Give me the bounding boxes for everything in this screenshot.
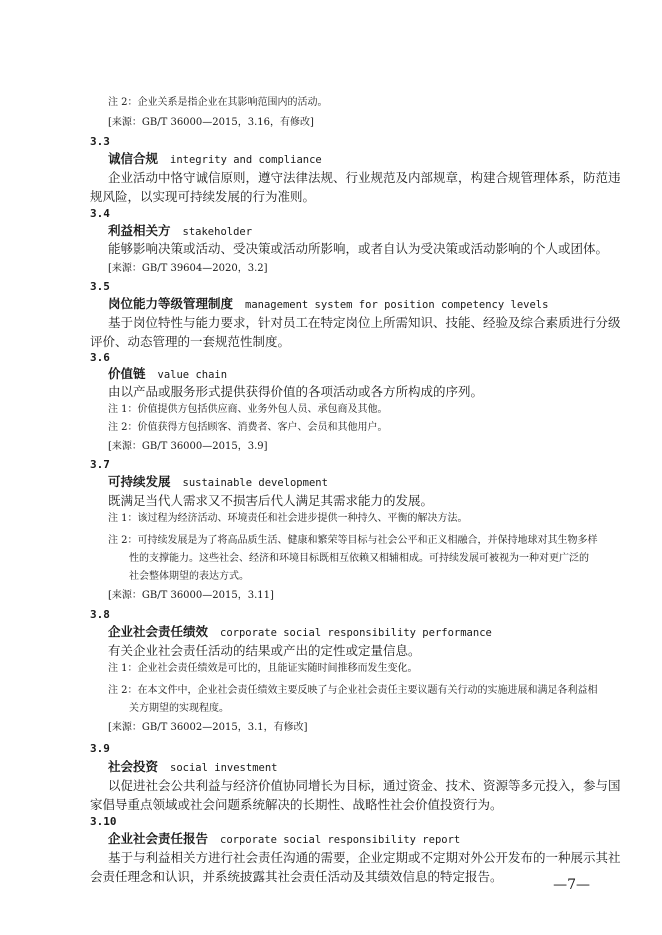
source-citation: [来源：GB/T 36002—2015，3.1，有修改] xyxy=(108,722,308,733)
definition: 会责任理念和认识，并系统披露其社会责任活动及其绩效信息的特定报告。 xyxy=(90,869,503,884)
note: 关方期望的实现程度。 xyxy=(129,703,229,714)
definition: 家倡导重点领域或社会问题系统解决的长期性、战略性社会价值投资行为。 xyxy=(90,797,503,812)
page-number: —7— xyxy=(553,877,590,893)
definition: 企业活动中恪守诚信原则，遵守法律法规、行业规范及内部规章，构建合规管理体系，防范违 xyxy=(108,170,621,185)
note: 注 1：价值提供方包括供应商、业务外包人员、承包商及其他。 xyxy=(108,404,388,415)
term-en: stakeholder xyxy=(182,226,253,238)
term-zh: 企业社会责任绩效 xyxy=(108,624,209,639)
note: 注 2：价值获得方包括顾客、消费者、客户、会员和其他用户。 xyxy=(108,422,388,433)
term-heading xyxy=(108,757,277,778)
term-zh: 社会投资 xyxy=(108,759,159,774)
term-en: value chain xyxy=(157,369,228,381)
term-en: integrity and compliance xyxy=(170,154,322,166)
clause-number: 3.3 xyxy=(90,135,110,148)
definition: 以促进社会公共利益与经济价值协同增长为目标，通过资金、技术、资源等多元投入，参与国 xyxy=(108,778,621,793)
term-zh: 岗位能力等级管理制度 xyxy=(108,296,234,311)
term-zh: 企业社会责任报告 xyxy=(108,831,209,846)
definition: 基于与利益相关方进行社会责任沟通的需要，企业定期或不定期对外公开发布的一种展示其社 xyxy=(108,850,621,865)
note: 注 2：可持续发展是为了将高品质生活、健康和繁荣等目标与社会公平和正义相融合，并保持地球对其生物多样 xyxy=(108,535,598,546)
term-en: sustainable development xyxy=(182,477,328,489)
clause-number: 3.5 xyxy=(90,280,110,293)
term-zh: 利益相关方 xyxy=(108,223,171,238)
term-heading xyxy=(108,472,328,493)
term-en: corporate social responsibility performance xyxy=(220,627,492,639)
note: 注 1：企业社会责任绩效是可比的，且能证实随时间推移而发生变化。 xyxy=(108,663,418,674)
source-citation: [来源：GB/T 36000—2015，3.11] xyxy=(108,590,274,601)
clause-number: 3.10 xyxy=(90,815,117,828)
clause-number: 3.9 xyxy=(90,742,110,755)
clause-number: 3.4 xyxy=(90,207,110,220)
note: 注 1：该过程为经济活动、环境责任和社会进步提供一种持久、平衡的解决方法。 xyxy=(108,513,468,524)
term-heading xyxy=(108,149,322,170)
note: 注 2：在本文件中，企业社会责任绩效主要反映了与企业社会责任主要议题有关行动的实施进展和满足各利益相 xyxy=(108,685,598,696)
definition: 由以产品或服务形式提供获得价值的各项活动或各方所构成的序列。 xyxy=(108,384,484,399)
note: 注 2：企业关系是指企业在其影响范围内的活动。 xyxy=(108,97,328,108)
term-heading xyxy=(108,622,492,643)
source-citation: [来源：GB/T 36000—2015，3.16，有修改] xyxy=(108,117,314,128)
clause-number: 3.6 xyxy=(90,351,110,364)
definition: 有关企业社会责任活动的结果或产出的定性或定量信息。 xyxy=(108,643,421,658)
note: 性的支撑能力。这些社会、经济和环境目标既相互依赖又相辅相成。可持续发展可被视为一种对更广泛的 xyxy=(129,553,589,564)
term-en: social investment xyxy=(170,762,278,774)
note: 社会整体期望的表达方式。 xyxy=(129,571,249,582)
term-heading xyxy=(108,829,460,850)
clause-number: 3.7 xyxy=(90,458,110,471)
definition: 基于岗位特性与能力要求，针对员工在特定岗位上所需知识、技能、经验及综合素质进行分级 xyxy=(108,315,621,330)
term-zh: 可持续发展 xyxy=(108,474,171,489)
clause-number: 3.8 xyxy=(90,608,110,621)
term-zh: 诚信合规 xyxy=(108,151,159,166)
source-citation: [来源：GB/T 36000—2015，3.9] xyxy=(108,441,268,452)
term-en: management system for position competency levels xyxy=(245,299,549,311)
definition: 评价、动态管理的一套规范性制度。 xyxy=(90,334,291,349)
definition: 规风险，以实现可持续发展的行为准则。 xyxy=(90,189,316,204)
term-en: corporate social responsibility report xyxy=(220,834,461,846)
source-citation: [来源：GB/T 39604—2020，3.2] xyxy=(108,263,268,274)
definition: 既满足当代人需求又不损害后代人满足其需求能力的发展。 xyxy=(108,493,434,508)
term-heading xyxy=(108,294,548,315)
definition: 能够影响决策或活动、受决策或活动所影响，或者自认为受决策或活动影响的个人或团体。 xyxy=(108,241,609,256)
term-zh: 价值链 xyxy=(108,366,146,381)
